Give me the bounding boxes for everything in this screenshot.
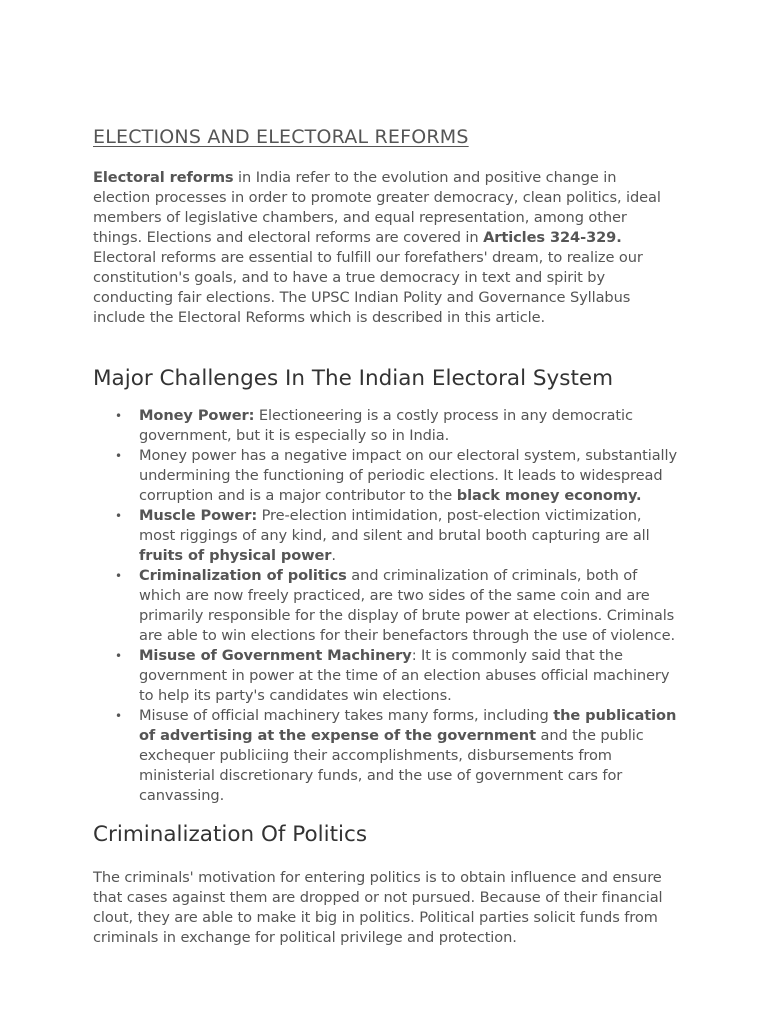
bullet-icon: • xyxy=(115,409,122,423)
list-item xyxy=(115,406,677,446)
intro-text-1: in India refer to the evolution and positive change in election processes in order to promote greater democracy, clean politics, ideal members of legislative chambers, and equal representation, among other things. Elections and electoral reforms are covered in xyxy=(93,169,661,246)
item-text: and the public exchequer publiciing their accomplishments, disbursements from ministerial discretionary funds, and the use of government cars for canvassing. xyxy=(139,727,644,804)
intro-lead-bold: Electoral reforms xyxy=(93,169,234,186)
challenges-list xyxy=(93,406,677,806)
challenges-heading: Major Challenges In The Indian Electoral System xyxy=(93,366,614,391)
bullet-icon: • xyxy=(115,449,122,463)
bullet-icon: • xyxy=(115,649,122,663)
item-bold: the publication of advertising at the expense of the government xyxy=(139,707,677,744)
list-item xyxy=(115,646,677,706)
item-bold: Money Power: xyxy=(139,407,255,424)
criminalization-paragraph: The criminals' motivation for entering politics is to obtain influence and ensure that cases against them are dropped or not pursued. Because of their financial clout, they are able to make it big in politics. Political parties solicit funds from criminals in exchange for political privilege and protection. xyxy=(93,869,663,946)
document-title: ELECTIONS AND ELECTORAL REFORMS xyxy=(93,126,469,148)
item-bold: black money economy. xyxy=(456,487,642,504)
intro-text-2: Electoral reforms are essential to fulfill our forefathers' dream, to realize our constitution's goals, and to have a true democracy in text and spirit by conducting fair elections. The UPSC Indian Polity and Governance Syllabus include the Electoral Reforms which is described in this article. xyxy=(93,249,643,326)
intro-paragraph xyxy=(93,168,677,328)
item-text: Misuse of official machinery takes many forms, including xyxy=(139,707,554,724)
item-bold: Muscle Power: xyxy=(139,507,258,524)
item-text: . xyxy=(331,547,336,564)
item-bold: fruits of physical power xyxy=(139,547,332,564)
item-bold: Criminalization of politics xyxy=(139,567,347,584)
item-text: Money power has a negative impact on our electoral system, substantially undermining the functioning of periodic elections. It leads to widespread corruption and is a major contributor to the xyxy=(139,447,678,504)
list-item xyxy=(115,446,678,506)
list-item xyxy=(115,706,677,806)
item-text: Pre-election intimidation, post-election victimization, most riggings of any kind, and silent and brutal booth capturing are all xyxy=(139,507,650,544)
document-content xyxy=(93,124,677,948)
list-item xyxy=(115,506,677,566)
item-bold: Misuse of Government Machinery xyxy=(139,647,412,664)
criminalization-heading: Criminalization Of Politics xyxy=(93,822,368,847)
item-text: and criminalization of criminals, both of which are now freely practiced, are two sides of the same coin and are primarily responsible for the display of brute power at elections. Criminals are able to win elections for their benefactors through the use of violence. xyxy=(139,567,676,644)
bullet-icon: • xyxy=(115,569,122,583)
intro-articles-bold: Articles 324-329. xyxy=(483,229,622,246)
bullet-icon: • xyxy=(115,509,122,523)
item-text: Electioneering is a costly process in any democratic government, but it is especially so in India. xyxy=(139,407,633,444)
list-item xyxy=(115,566,677,646)
bullet-icon: • xyxy=(115,709,122,723)
item-text: : It is commonly said that the government in power at the time of an election abuses official machinery to help its party's candidates win elections. xyxy=(139,647,670,704)
